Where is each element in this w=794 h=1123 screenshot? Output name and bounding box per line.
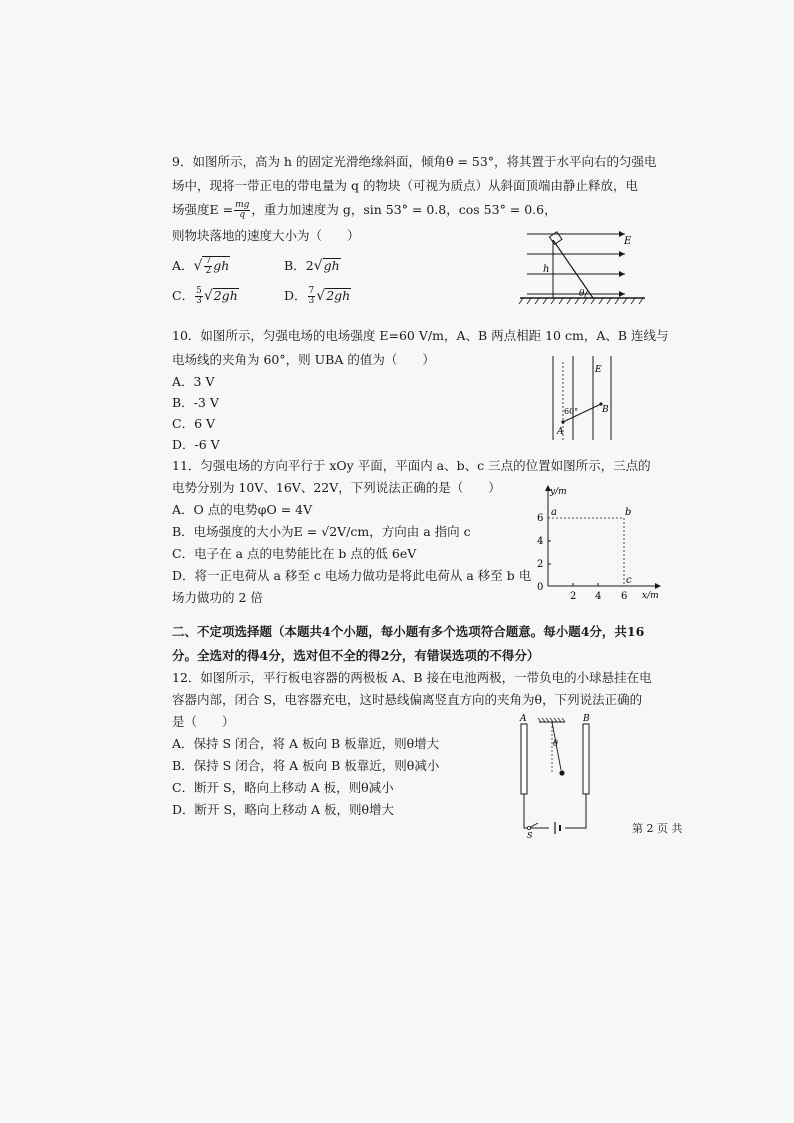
q10-point-a xyxy=(561,420,564,423)
q11-option-c: C．电子在 a 点的电势能比在 b 点的低 6eV xyxy=(172,546,417,561)
q10-label-b: B xyxy=(602,405,609,415)
q11-x-tick-label-6: 6 xyxy=(621,591,628,602)
q10-stem-line2: 电场线的夹角为 60°，则 UBA 的值为（ ） xyxy=(172,352,435,367)
q10-stem-line1: 10．如图所示，匀强电场的电场强度 E=60 V/m，A、B 两点相距 10 cm，A、B 连线与 xyxy=(172,328,669,343)
q11-y-tick-label-6: 6 xyxy=(537,513,544,524)
q9-field-strength-prefix: 场强度E = xyxy=(172,202,234,217)
q9-stem-line4: 则物块落地的速度大小为（ ） xyxy=(172,228,360,243)
page-footer: 第 2 页 共 xyxy=(632,822,683,835)
q11-origin-label: 0 xyxy=(537,582,544,593)
q9-option-d: D． $\frac{7}{3}$ √2gh xyxy=(284,286,351,306)
q12-capacitor-figure xyxy=(505,712,615,838)
q12-label-b: B xyxy=(583,714,590,724)
q11-option-d-line2: 场力做功的 2 倍 xyxy=(172,590,263,605)
q11-point-a-label: a xyxy=(551,507,557,518)
q12-option-b: B．保持 S 闭合，将 A 板向 B 板靠近，则θ减小 xyxy=(172,758,440,773)
q11-stem-line2: 电势分别为 10V、16V、22V，下列说法正确的是（ ） xyxy=(172,480,501,495)
q9-label-h: h xyxy=(543,264,550,275)
q11-x-tick-label-2: 2 xyxy=(570,591,577,602)
q12-stem-line1: 12．如图所示，平行板电容器的两极板 A、B 接在电池两极，一带负电的小球悬挂在电 xyxy=(172,670,652,685)
q9-stem-line1: 9．如图所示，高为 h 的固定光滑绝缘斜面，倾角θ = 53°，将其置于水平向右的匀强电 xyxy=(172,154,657,169)
q11-y-tick-label-2: 2 xyxy=(537,559,544,570)
q9-incline-figure xyxy=(515,222,650,314)
q9-label-theta: θ xyxy=(579,289,585,299)
q12-wire-right xyxy=(565,794,586,828)
q11-option-b: B．电场强度的大小为E = √2V/cm，方向由 a 指向 c xyxy=(172,524,471,539)
q11-point-c-label: c xyxy=(626,575,632,586)
q11-option-a: A．O 点的电势φO = 4V xyxy=(172,502,313,517)
q9-stem-line2: 场中，现将一带正电的带电量为 q 的物块（可视为质点）从斜面顶端由静止释放，电 xyxy=(172,178,638,193)
q12-stem-line2: 容器内部，闭合 S，电容器充电，这时悬线偏离竖直方向的夹角为θ，下列说法正确的 xyxy=(172,692,643,707)
q10-option-b: B．-3 V xyxy=(172,395,219,410)
q10-option-d: D．-6 V xyxy=(172,437,220,452)
q12-label-a: A xyxy=(520,714,527,724)
q9-option-a: A．√ $\frac{7}{2}$ gh xyxy=(172,256,230,276)
q11-option-d-line1: D．将一正电荷从 a 移至 c 电场力做功是将此电荷从 a 移至 b 电 xyxy=(172,568,532,583)
q12-option-a: A．保持 S 闭合，将 A 板向 B 板靠近，则θ增大 xyxy=(172,736,440,751)
q12-plate-a xyxy=(521,724,527,794)
q11-coordinate-figure xyxy=(526,480,666,604)
q9-label-e: E xyxy=(624,236,632,247)
section2-title: 二、不定项选择题 xyxy=(172,624,273,639)
q11-point-b-label: b xyxy=(625,507,632,518)
q9-given-values: ，重力加速度为 g，sin 53° = 0.8，cos 53° = 0.6， xyxy=(251,202,557,217)
q11-y-axis-label: y/m xyxy=(550,487,567,497)
q9-field-fraction: $\frac{mg}{q}$ xyxy=(235,200,250,220)
q10-label-a: A xyxy=(557,427,564,437)
q9-option-b: B．2√gh xyxy=(284,258,340,274)
q12-option-d: D．断开 S，略向上移动 A 板，则θ增大 xyxy=(172,802,395,817)
q10-label-angle: 60° xyxy=(564,407,579,416)
q10-option-a: A．3 V xyxy=(172,374,215,389)
section2-desc-line2: 分。全选对的得4分，选对但不全的得2分，有错误选项的不得分） xyxy=(172,648,540,663)
q11-stem-line1: 11．匀强电场的方向平行于 xOy 平面，平面内 a、b、c 三点的位置如图所示，三点的 xyxy=(172,458,651,473)
q12-stem-line3: 是（ ） xyxy=(172,714,235,729)
q9-option-c: C． $\frac{5}{3}$ √2gh xyxy=(172,286,238,306)
q12-label-s: S xyxy=(527,831,533,838)
q12-charged-ball xyxy=(559,770,564,775)
q12-wire-left xyxy=(524,794,549,828)
q11-x-axis-label: x/m xyxy=(642,591,659,601)
q11-y-tick-label-4: 4 xyxy=(537,536,544,547)
q12-option-c: C．断开 S，略向上移动 A 板，则θ减小 xyxy=(172,780,394,795)
q12-label-theta: θ xyxy=(553,739,558,748)
section2-desc-line1: （本题共4个小题，每小题有多个选项符合题意。每小题4分，共16 xyxy=(272,624,645,639)
q11-x-tick-label-4: 4 xyxy=(595,591,602,602)
q12-switch-pivot xyxy=(527,826,530,829)
q10-label-e: E xyxy=(595,365,602,375)
q12-plate-b xyxy=(583,724,589,794)
section2-header-line1 xyxy=(172,622,644,642)
q10-field-figure xyxy=(545,352,620,444)
q9-stem-line3 xyxy=(172,200,557,220)
q9-incline-slope xyxy=(553,240,593,298)
q12-ceiling-hatch xyxy=(538,718,565,722)
q10-option-c: C．6 V xyxy=(172,416,216,431)
